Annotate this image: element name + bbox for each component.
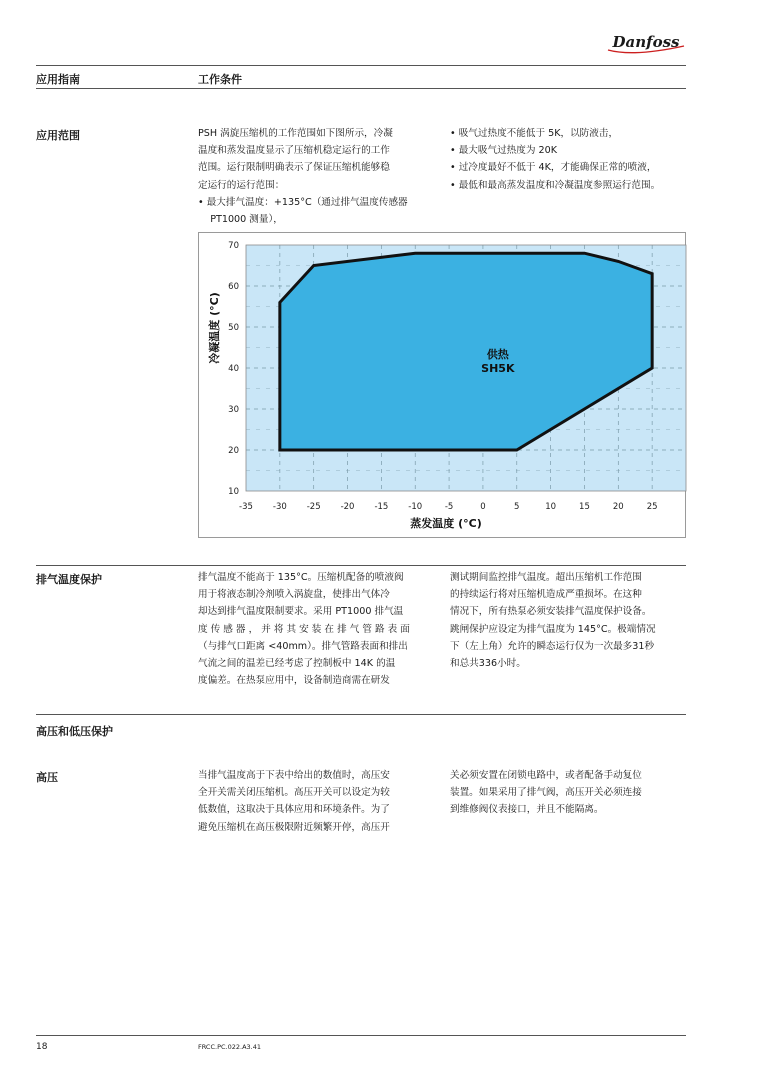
chart-svg: [199, 233, 687, 539]
section-rule-discharge: [36, 565, 686, 566]
text-line: 定运行的运行范围：: [198, 179, 285, 191]
section-title-high: 高压: [36, 771, 58, 784]
logo-text: Danfoss: [612, 33, 680, 51]
text-line: 用于将液态制冷剂喷入涡旋盘，使排出气体冷: [198, 589, 390, 601]
x-tick-label: 25: [646, 502, 658, 512]
danfoss-logo: [604, 30, 688, 58]
x-tick-label: 5: [514, 502, 520, 512]
text-line: 低数值，这取决于具体应用和环境条件。为了: [198, 804, 390, 816]
x-tick-label: 0: [480, 502, 486, 512]
text-line: • 吸气过热度不能低于 5K，以防液击，: [450, 128, 619, 139]
discharge-col2: [450, 569, 656, 672]
text-line: 关必须安置在闭锁电路中，或者配备手动复位: [450, 770, 642, 781]
y-tick-label: 60: [228, 282, 239, 292]
text-line: 的持续运行将对压缩机造成严重损坏。在这种: [450, 589, 642, 601]
text-line: 装置。如果采用了排气阀，高压开关必须连接: [450, 787, 642, 799]
application-col1: [198, 125, 408, 228]
high-col2: [450, 767, 642, 819]
section-rule-pressure: [36, 714, 686, 715]
text-line: 下（左上角）允许的瞬态运行仅为一次最多31秒: [450, 640, 655, 652]
document-code: FRCC.PC.022.A3.41: [198, 1043, 261, 1051]
operating-envelope-chart: [198, 232, 686, 538]
x-tick-label: -35: [239, 502, 253, 512]
text-line: 和总共336小时。: [450, 658, 526, 670]
text-line: 却达到排气温度限制要求。采用 PT1000 排气温: [198, 606, 404, 618]
text-line: 温度和蒸发温度显示了压缩机稳定运行的工作: [198, 145, 390, 157]
section-title-application: 应用范围: [36, 129, 80, 142]
y-tick-label: 40: [228, 364, 239, 374]
header-page-title: 工作条件: [198, 73, 242, 86]
section-title-pressure: 高压和低压保护: [36, 725, 113, 738]
page-number: 18: [36, 1042, 48, 1052]
text-line: 全开关需关闭压缩机。高压开关可以设定为较: [198, 787, 390, 799]
text-line: 跳闸保护应设定为排气温度为 145°C。极端情况: [450, 623, 656, 635]
x-tick-labels: [239, 502, 658, 512]
y-tick-label: 10: [228, 487, 239, 497]
text-line: 到维修阀仪表接口，并且不能隔离。: [450, 804, 604, 816]
x-tick-label: 20: [612, 502, 624, 512]
text-line: PT1000 测量），: [198, 214, 283, 226]
text-line: • 过冷度最好不低于 4K，才能确保正常的喷液，: [450, 162, 657, 174]
y-tick-labels: [228, 241, 239, 497]
footer-rule: [36, 1035, 686, 1036]
text-line: 测试期间监控排气温度。超出压缩机工作范围: [450, 572, 642, 583]
x-axis-label: 蒸发温度 (°C): [410, 517, 482, 530]
text-line: （与排气口距离 <40mm）。排气管路表面和排出: [198, 640, 408, 652]
discharge-col1: [198, 569, 410, 689]
text-line: 情况下，所有热泵必须安装排气温度保护设备。: [450, 606, 652, 618]
x-tick-label: 15: [579, 502, 590, 512]
x-tick-label: 10: [545, 502, 557, 512]
x-tick-label: -10: [408, 502, 423, 512]
section-title-discharge: 排气温度保护: [36, 573, 102, 586]
x-tick-label: -30: [272, 502, 287, 512]
text-line: • 最低和最高蒸发温度和冷凝温度参照运行范围。: [450, 179, 661, 191]
text-line: • 最大排气温度：+135°C（通过排气温度传感器: [198, 196, 408, 208]
y-tick-label: 50: [228, 323, 239, 333]
envelope-label-sh: SH5K: [481, 361, 515, 375]
text-line: 度 传 感 器 ， 并 将 其 安 装 在 排 气 管 路 表 面: [198, 623, 410, 635]
application-col2: [450, 125, 660, 194]
envelope-label-heating: 供热: [486, 347, 509, 361]
y-axis-label: 冷凝温度 (°C): [208, 292, 221, 364]
text-line: 排气温度不能高于 135°C。压缩机配备的喷液阀: [198, 572, 404, 583]
text-line: 避免压缩机在高压极限附近频繁开停，高压开: [198, 821, 390, 833]
text-line: 气流之间的温差已经考虑了控制板中 14K 的温: [198, 658, 396, 670]
header-bottom-rule: [36, 88, 686, 89]
x-tick-label: -25: [306, 502, 321, 512]
text-line: • 最大吸气过热度为 20K: [450, 145, 558, 157]
text-line: 范围。运行限制明确表示了保证压缩机能够稳: [198, 162, 390, 174]
y-tick-label: 70: [228, 241, 239, 251]
x-tick-label: -15: [374, 502, 389, 512]
text-line: PSH 涡旋压缩机的工作范围如下图所示，冷凝: [198, 128, 393, 139]
x-tick-label: -5: [444, 502, 454, 512]
text-line: 当排气温度高于下表中给出的数值时，高压安: [198, 770, 390, 781]
y-tick-label: 30: [228, 405, 239, 415]
x-tick-label: -20: [340, 502, 355, 512]
text-line: 度偏差。在热泵应用中，设备制造商需在研发: [198, 675, 390, 687]
high-col1: [198, 767, 390, 836]
y-tick-label: 20: [228, 446, 239, 456]
header-top-rule: [36, 65, 686, 66]
header-section-title: 应用指南: [36, 73, 80, 86]
